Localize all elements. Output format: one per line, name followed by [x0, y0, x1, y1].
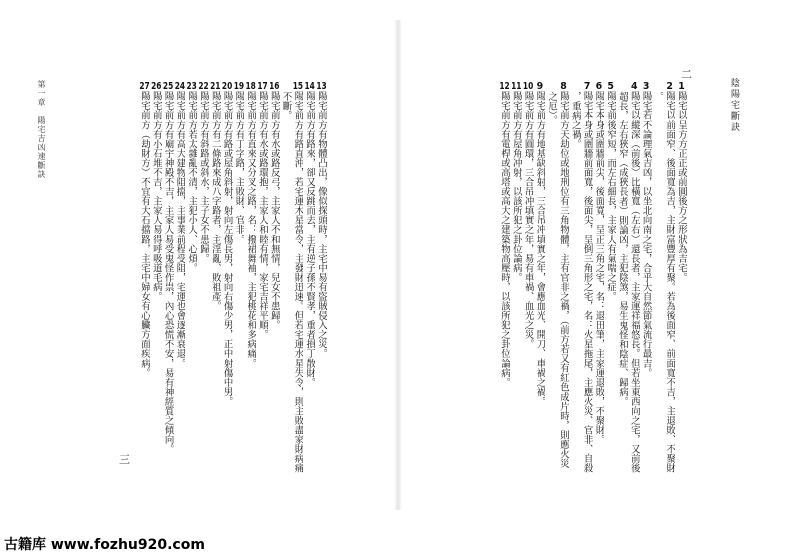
item-text: 陽宅前方有路直沖，若宅運木星當令，主發財迅速。但若宅運水星失令，則主敗盡家財病痛 [292, 91, 304, 474]
item-text: 陽宅以呈方方正正或前圓後方之形狀為吉宅。 [676, 91, 687, 283]
page-number-left: 三 [119, 453, 130, 466]
item-text: 陽宅本身或圍牆前面寬，後面尖，呈倒三角形之宅，名：火星拖尾，主應火災、官非、自殺 [581, 91, 593, 474]
item-text: 陽宅以縱深（前後）比橫寬（左右）還長者，主家運祥福悠長。但若坐東西向之宅，又前後 [628, 91, 640, 474]
right-line-4-cont [617, 82, 628, 514]
running-header: 陰陽宅斷訣 [729, 78, 739, 133]
item-number: 21 [210, 82, 221, 92]
item-text: 陽宅前方有水或路反弓，主家人不和無情，兒女不患歸。 [268, 91, 280, 330]
left-line-17 [257, 82, 268, 514]
item-number: 7 [583, 82, 591, 92]
right-line-9 [534, 82, 545, 514]
item-number: 18 [245, 82, 256, 92]
right-line-8 [558, 82, 569, 514]
right-line-1 [676, 82, 687, 514]
item-number: 26 [151, 82, 162, 92]
right-line-2-cont [652, 82, 663, 514]
item-number: 12 [499, 82, 510, 92]
item-number: 20 [221, 82, 233, 92]
item-number: 2 [666, 82, 673, 92]
item-number: 5 [607, 82, 614, 92]
right-line-6 [593, 82, 604, 514]
item-number: 17 [257, 82, 268, 92]
right-line-5 [605, 82, 616, 514]
left-line-15 [292, 82, 303, 514]
item-text: 陽宅前方有水或路環抱，主家人和睦有情，家宅吉祥平順。 [257, 91, 268, 340]
left-line-27 [139, 82, 150, 514]
item-number: 13 [316, 82, 327, 92]
item-text: 陽宅若不論理氣吉凶，以坐北向南之宅，合乎大自然節氣流行最吉。 [640, 91, 652, 378]
item-text: 陽宅前方有路或屋角斜射，射向左傷長男，射向右傷少男，正中射傷中男。 [221, 91, 233, 407]
item-number: 22 [198, 82, 209, 92]
item-text: 陽宅前方若太雜亂不清，主犯小人、心煩。 [186, 91, 198, 273]
left-line-13 [316, 82, 327, 514]
item-number: 3 [642, 82, 650, 92]
item-text: 陽宅前方有直來又分叉之路，名：撥裙舞袖，主犯桃花和多病痛。 [245, 91, 257, 369]
left-line-20 [222, 82, 233, 514]
left-line-24 [174, 82, 185, 514]
item-number: 24 [174, 82, 186, 92]
item-text: 陽宅以前面窄、後面寬為吉，主財富豐厚有聚。若為後面窄、前面寬不吉，主退敗、不聚財 [664, 91, 676, 474]
item-text: 陽宅前後窄短，而左右細長，主家人有氣喘之症。 [605, 91, 617, 302]
item-number: 16 [269, 82, 280, 92]
item-text: 陽宅本身或圍牆前尖，後面寬，呈正三角之宅，名：退田筆，主家運退敗，不聚財。 [593, 91, 605, 445]
item-text: 之厄）。 [546, 91, 558, 126]
item-text: 陽宅前方有路來，卻又反跳而去，主有逆子孫不賢孝，重者損丁散財。 [304, 91, 316, 388]
item-number: 19 [233, 82, 245, 92]
item-text: 陽宅前方天劫位或地刑位有三角物體，主有官非之禍，（前方若又有紅色成片時，則應火災 [558, 91, 569, 469]
left-line-25 [163, 82, 174, 514]
item-text: 陽宅前方有廟宇神殿不吉，主家人易受鬼怪作祟，內心恐慌不安，易有神經質之傾向。 [162, 91, 174, 454]
right-line-7-cont [570, 82, 581, 514]
right-line-12 [499, 82, 510, 514]
item-number: 14 [304, 82, 315, 92]
item-number: 6 [595, 82, 603, 92]
item-text: 陽宅前方有丁字路，主敗財、官非。 [233, 91, 245, 245]
left-line-22 [198, 82, 209, 514]
book-gutter [394, 20, 402, 510]
item-text: 陽宅前方有地基缺斜射，三合吊冲填實之年，會應血光、開刀、車禍之禍。 [534, 91, 546, 407]
item-text: 超長，左右狹窄（成狹長者）則論凶，主犯陰煞，易生鬼怪和陰症、歸病。 [617, 91, 628, 407]
left-line-18 [245, 82, 256, 514]
page-number-right: 二 [681, 68, 692, 81]
item-number: 9 [536, 82, 544, 92]
left-line-21 [210, 82, 221, 514]
item-text: 陽宅前方有二條路來成八字路者，主淫亂、敗祖產。 [209, 91, 221, 311]
right-line-3 [641, 82, 652, 514]
item-number: 11 [511, 82, 522, 92]
left-line-23 [186, 82, 197, 514]
item-number: 8 [560, 82, 567, 92]
item-text: 。 [652, 91, 664, 102]
item-number: 27 [139, 82, 150, 92]
item-text: 陽宅前方有電桿或高塔或高大之建築物高壓時，以該所犯之卦位論病。 [499, 91, 510, 388]
item-text: 陽宅前方有物體凸出，像似探頭時，主宅中易有盜賊侵入之災。 [316, 91, 327, 359]
item-text: 陽宅前方有小石堆不吉，主家人易得呼吸道毛病。 [150, 91, 162, 302]
item-number: 4 [631, 82, 638, 92]
item-text: 陽宅前方有高大建物阻擋，主事業前程受阻，宅運也會逐漸衰退。 [174, 91, 186, 369]
item-number: 1 [678, 82, 685, 92]
item-text: ，重病之禍。 [569, 91, 581, 149]
left-line-16 [269, 82, 280, 514]
item-text: 陽宅前方（劫財方）不宜有大石擋路，主宅中婦女有心臟方面疾病。 [139, 91, 150, 378]
left-line-26 [151, 82, 162, 514]
chapter-footer: 第一章 陽宅吉凶速斷訣 [37, 80, 46, 179]
watermark: 古籍库 www.fozhu920.com [4, 537, 205, 553]
item-text: 陽宅前方有圓環，三合吊冲填實之年，易有車禍、血光之災。 [522, 91, 534, 349]
right-line-2 [664, 82, 675, 514]
item-number: 10 [522, 82, 534, 92]
left-line-14 [304, 82, 315, 514]
left-line-15-cont [281, 82, 292, 514]
item-number: 15 [292, 82, 304, 92]
item-number: 25 [162, 82, 174, 92]
right-line-7 [582, 82, 593, 514]
right-line-11 [511, 82, 522, 514]
right-line-10 [523, 82, 534, 514]
item-number: 23 [186, 82, 197, 92]
left-line-19 [233, 82, 244, 514]
item-text: 不斷。 [280, 91, 292, 121]
right-line-4 [629, 82, 640, 514]
right-line-8-cont [546, 82, 557, 514]
item-text: 陽宅前方有斜路或斜水，主子女不患歸。 [198, 91, 209, 264]
item-text: 陽宅前方有屋角冲射，以該所犯之卦位論病。 [510, 91, 522, 283]
